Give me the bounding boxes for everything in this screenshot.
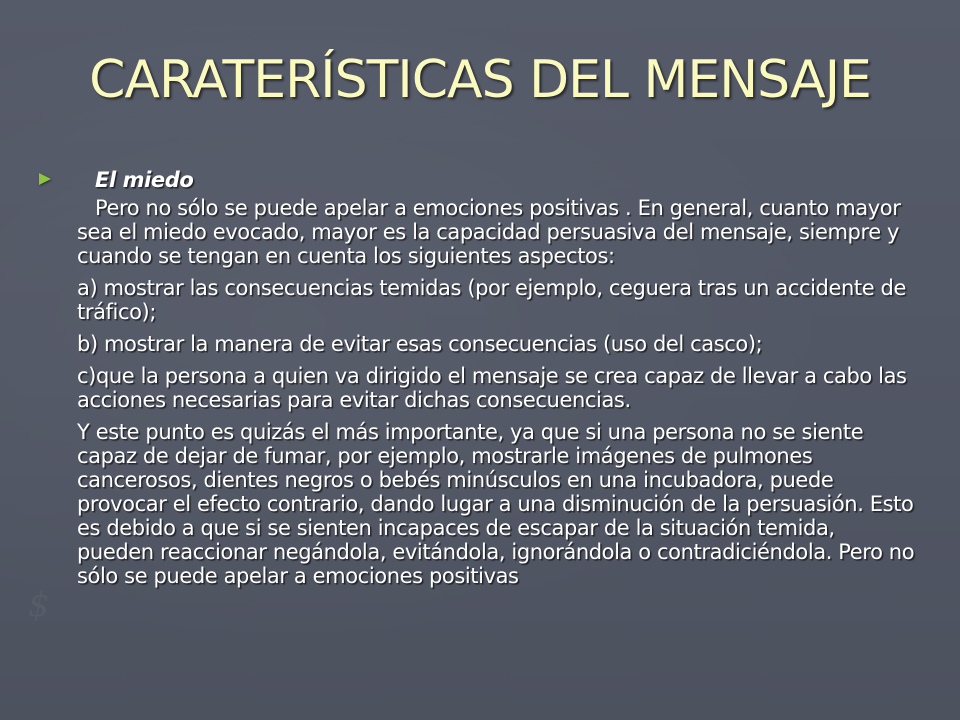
paragraph-point-a: a) mostrar las consecuencias temidas (por ejemplo, ceguera tras un accidente de tráfico); (77, 276, 906, 324)
paragraph-point-b: b) mostrar la manera de evitar esas consecuencias (uso del casco); (77, 332, 763, 356)
paragraph-conclusion: Y este punto es quizás el más importante, ya que si una persona no se siente capaz de dejar de fumar, por ejemplo, mostrarle imágenes de pulmones cancerosos, dientes negros o bebés minúsculos en una incubadora, puede provocar el efecto contrario, dando lugar a una disminución de la persuasión. Esto es debido a que si se sienten incapaces de escapar de la situación temida, pueden reaccionar negándola, evitándola, ignorándola o contradiciéndola. Pero no sólo se puede apelar a emociones positivas (77, 420, 915, 588)
slide-title: CARATERÍSTICAS DEL MENSAJE (89, 50, 871, 110)
paragraph-point-c: c)que la persona a quien va dirigido el mensaje se crea capaz de llevar a cabo las acciones necesarias para evitar dichas consecuencias. (77, 364, 907, 412)
triangle-bullet-icon (39, 173, 51, 185)
slide-content (77, 168, 917, 596)
background-watermark-icon: $ (28, 585, 50, 625)
bullet-heading: El miedo (95, 168, 194, 192)
bullet-heading-row (77, 168, 917, 196)
paragraph-intro: Pero no sólo se puede apelar a emociones positivas . En general, cuanto mayor sea el miedo evocado, mayor es la capacidad persuasiva del mensaje, siempre y cuando se tengan en cuenta los siguientes aspectos: (77, 196, 901, 268)
